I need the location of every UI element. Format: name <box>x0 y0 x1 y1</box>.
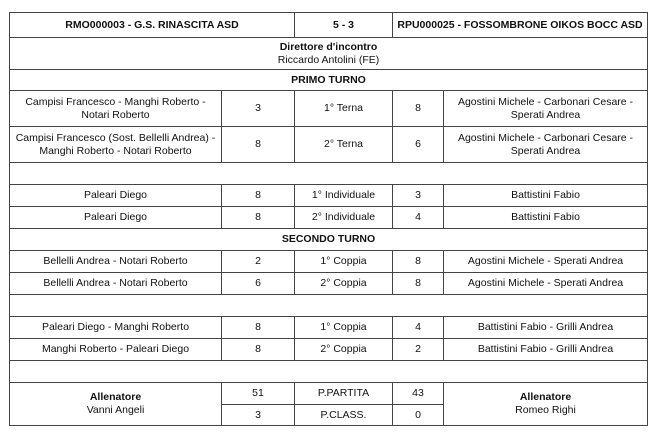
director-row <box>10 38 648 70</box>
home-score: 2 <box>222 251 295 273</box>
spacer-row <box>10 361 648 383</box>
home-players: Paleari Diego <box>10 185 222 207</box>
header-row <box>10 13 648 38</box>
home-score: 8 <box>222 185 295 207</box>
home-score: 8 <box>222 317 295 339</box>
home-players: Bellelli Andrea - Notari Roberto <box>10 273 222 295</box>
away-coach-name: Romeo Righi <box>515 404 576 416</box>
away-players: Agostini Michele - Sperati Andrea <box>444 273 648 295</box>
spacer-row <box>10 295 648 317</box>
home-score: 8 <box>222 207 295 229</box>
home-score: 8 <box>222 127 295 163</box>
away-score: 8 <box>393 91 444 127</box>
away-players: Battistini Fabio - Grilli Andrea <box>444 317 648 339</box>
home-score: 6 <box>222 273 295 295</box>
away-players: Battistini Fabio <box>444 185 648 207</box>
director-cell <box>10 38 648 70</box>
home-score: 8 <box>222 339 295 361</box>
game-type: 1° Coppia <box>295 317 393 339</box>
home-coach-cell <box>10 383 222 426</box>
director-label: Direttore d'incontro <box>279 40 378 53</box>
game-type: 2° Coppia <box>295 273 393 295</box>
partita-away: 43 <box>393 383 444 405</box>
away-score: 2 <box>393 339 444 361</box>
class-label: P.CLASS. <box>295 405 393 426</box>
spacer-row <box>10 163 648 185</box>
home-coach-name: Vanni Angeli <box>86 404 145 416</box>
match-score: 5 - 3 <box>295 13 393 38</box>
home-coach-label: Allenatore <box>89 391 142 403</box>
table-row <box>10 251 648 273</box>
partita-home: 51 <box>222 383 295 405</box>
game-type: 2° Terna <box>295 127 393 163</box>
table-row <box>10 317 648 339</box>
game-type: 1° Terna <box>295 91 393 127</box>
away-players: Agostini Michele - Carbonari Cesare - Sperati Andrea <box>444 91 648 127</box>
home-team: RMO000003 - G.S. RINASCITA ASD <box>10 13 295 38</box>
table-row <box>10 207 648 229</box>
home-players: Campisi Francesco (Sost. Bellelli Andrea) - Manghi Roberto - Notari Roberto <box>10 127 222 163</box>
away-score: 4 <box>393 207 444 229</box>
away-coach-label: Allenatore <box>519 391 572 403</box>
away-coach-cell <box>444 383 648 426</box>
table-row <box>10 127 648 163</box>
game-type: 2° Coppia <box>295 339 393 361</box>
footer-row-partita <box>10 383 648 405</box>
game-type: 2° Individuale <box>295 207 393 229</box>
game-type: 1° Coppia <box>295 251 393 273</box>
away-players: Agostini Michele - Carbonari Cesare - Sperati Andrea <box>444 127 648 163</box>
away-score: 3 <box>393 185 444 207</box>
class-home: 3 <box>222 405 295 426</box>
director-name: Riccardo Antolini (FE) <box>277 53 380 66</box>
away-score: 6 <box>393 127 444 163</box>
away-score: 4 <box>393 317 444 339</box>
away-players: Agostini Michele - Sperati Andrea <box>444 251 648 273</box>
home-players: Manghi Roberto - Paleari Diego <box>10 339 222 361</box>
away-score: 8 <box>393 251 444 273</box>
turn2-title: SECONDO TURNO <box>10 229 648 251</box>
table-row <box>10 91 648 127</box>
class-away: 0 <box>393 405 444 426</box>
game-type: 1° Individuale <box>295 185 393 207</box>
table-row <box>10 273 648 295</box>
away-players: Battistini Fabio - Grilli Andrea <box>444 339 648 361</box>
home-players: Paleari Diego - Manghi Roberto <box>10 317 222 339</box>
partita-label: P.PARTITA <box>295 383 393 405</box>
away-team: RPU000025 - FOSSOMBRONE OIKOS BOCC ASD <box>393 13 648 38</box>
turn1-title: PRIMO TURNO <box>10 70 648 91</box>
home-players: Paleari Diego <box>10 207 222 229</box>
home-players: Bellelli Andrea - Notari Roberto <box>10 251 222 273</box>
away-score: 8 <box>393 273 444 295</box>
turn2-title-row <box>10 229 648 251</box>
table-row <box>10 339 648 361</box>
away-players: Battistini Fabio <box>444 207 648 229</box>
turn1-title-row <box>10 70 648 91</box>
home-players: Campisi Francesco - Manghi Roberto - Notari Roberto <box>10 91 222 127</box>
match-report-table <box>9 12 648 426</box>
home-score: 3 <box>222 91 295 127</box>
table-row <box>10 185 648 207</box>
